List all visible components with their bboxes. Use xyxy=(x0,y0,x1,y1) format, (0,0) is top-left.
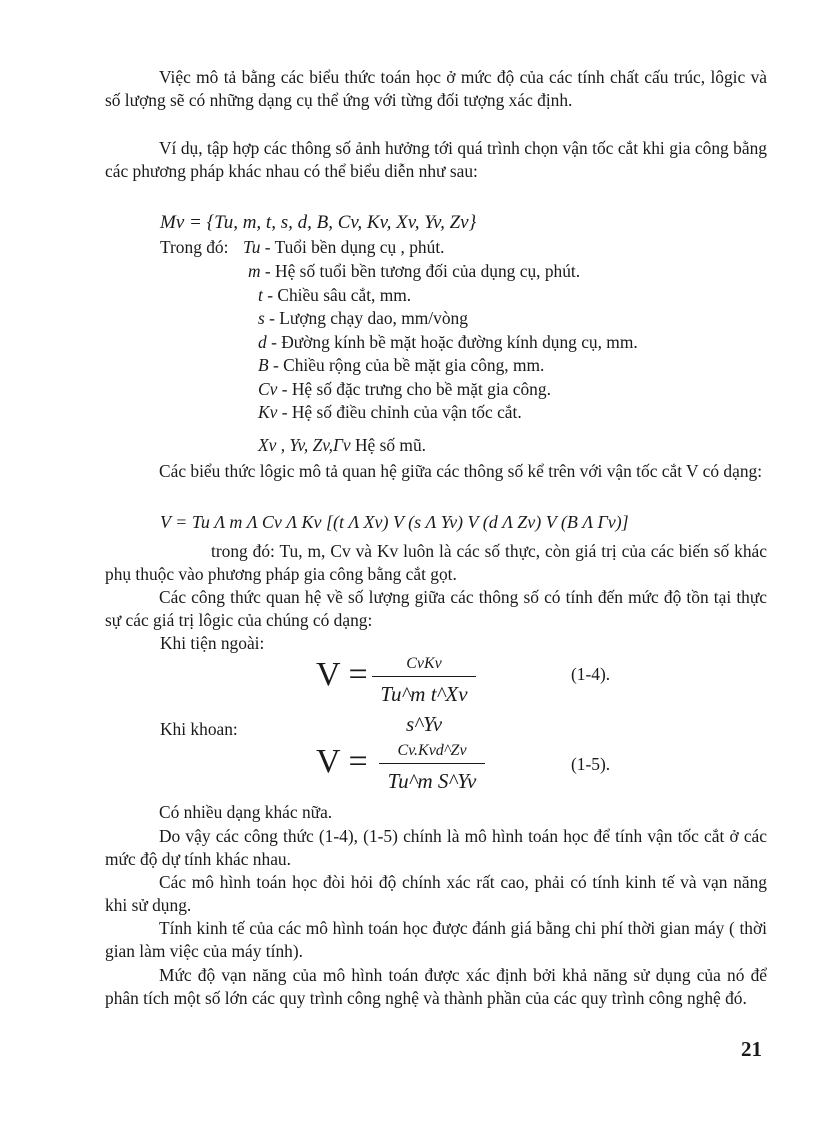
definition-text: - Chiều sâu cắt, mm. xyxy=(267,285,412,305)
definition-text: - Lượng chạy dao, mm/vòng xyxy=(269,308,468,328)
equation-number-1-5: (1-5). xyxy=(571,754,611,774)
equation-number-1-4: (1-4). xyxy=(571,664,611,684)
definition-text: - Hệ số tuổi bền tương đối của dụng cụ, phút. xyxy=(264,261,581,281)
definition-tu xyxy=(243,236,445,259)
paragraph-logic-intro: Các biểu thức lôgic mô tả quan hệ giữa các thông số kể trên với vận tốc cắt V có dạng: xyxy=(159,461,763,481)
definition-symbol: d xyxy=(258,332,267,352)
definition-symbol: Tu xyxy=(243,237,261,257)
definition-text: - Hệ số điều chỉnh của vận tốc cắt. xyxy=(281,402,522,422)
paragraph-accuracy: Các mô hình toán học đòi hỏi độ chính xác rất cao, phải có tính kinh tế và vạn năng khi sử dụng. xyxy=(105,872,767,915)
formula-1-4-numerator: CvKv xyxy=(406,655,442,672)
definition-text: - Chiều rộng của bề mặt gia công, mm. xyxy=(272,355,545,375)
logic-formula: V = Tu Λ m Λ Cv Λ Kv [(t Λ Xv) V (s Λ Yv) V (d Λ Zv) V (B Λ Γv)] xyxy=(160,512,629,532)
set-formula: Mv = {Tu, m, t, s, d, B, Cv, Kv, Xv, Yv, Zv} xyxy=(160,212,477,233)
formula-1-4-denominator: Tu^m t^Xv s^Yv xyxy=(380,682,468,736)
definition-d xyxy=(258,331,638,354)
definition-kv xyxy=(258,401,522,424)
fraction-bar xyxy=(372,676,476,677)
formula-1-4-lhs: V = xyxy=(316,656,368,693)
definition-symbol: m xyxy=(248,261,261,281)
formula-1-5-lhs: V = xyxy=(316,743,368,780)
definition-cv xyxy=(258,378,551,401)
paragraph-models: Do vậy các công thức (1-4), (1-5) chính là mô hình toán học để tính vận tốc cắt ở các mức độ dự tính khác nhau. xyxy=(105,826,767,869)
definition-symbol: B xyxy=(258,355,269,375)
definition-symbol: Kv xyxy=(258,402,278,422)
turning-label: Khi tiện ngoài: xyxy=(160,633,265,653)
definition-symbol: Cv xyxy=(258,379,278,399)
definition-m xyxy=(248,260,580,283)
definitions-heading: Trong đó: xyxy=(160,237,229,257)
paragraph-where: trong đó: Tu, m, Cv và Kv luôn là các số thực, còn giá trị của các biến số khác phụ thuộc vào phương pháp gia công bằng cắt gọt. xyxy=(105,541,767,584)
formula-1-4-fraction xyxy=(372,654,476,739)
formula-1-5-fraction xyxy=(379,741,485,796)
formula-1-5-numerator: Cv.Kvd^Zv xyxy=(397,742,467,759)
paragraph-economy: Tính kinh tế của các mô hình toán học được đánh giá bằng chi phí thời gian máy ( thời gian làm việc của máy tính). xyxy=(105,918,767,961)
definition-text: - Hệ số đặc trưng cho bề mặt gia công. xyxy=(281,379,551,399)
paragraph-quantity: Các công thức quan hệ về số lượng giữa các thông số có tính đến mức độ tồn tại thực sự các giá trị lôgic của chúng có dạng: xyxy=(105,587,767,630)
paragraph-intro: Việc mô tả bằng các biểu thức toán học ở mức độ của các tính chất cấu trúc, lôgic và số lượng sẽ có những dạng cụ thể ứng với từng đối tượng xác định. xyxy=(105,67,767,110)
definition-text: - Tuổi bền dụng cụ , phút. xyxy=(264,237,445,257)
definition-b xyxy=(258,354,544,377)
paragraph-other-forms: Có nhiều dạng khác nữa. xyxy=(159,802,333,822)
definition-symbol: s xyxy=(258,308,265,328)
definition-exponents xyxy=(258,434,426,457)
paragraph-universality: Mức độ vạn năng của mô hình toán được xác định bởi khả năng sử dụng của nó để phân tích một số lớn các quy trình công nghệ và thành phần của các quy trình công nghệ đó. xyxy=(105,965,767,1008)
definition-text: - Đường kính bề mặt hoặc đường kính dụng cụ, mm. xyxy=(271,332,638,352)
drilling-label: Khi khoan: xyxy=(160,719,238,739)
fraction-bar xyxy=(379,763,485,764)
page-number: 21 xyxy=(741,1037,762,1061)
definition-t xyxy=(258,284,411,307)
definition-symbol: Xv , Yv, Zv,Γv xyxy=(258,435,351,455)
definition-symbol: t xyxy=(258,285,263,305)
formula-1-5-denominator: Tu^m S^Yv xyxy=(387,769,477,793)
paragraph-example: Ví dụ, tập hợp các thông số ảnh hưởng tới quá trình chọn vận tốc cắt khi gia công bằng các phương pháp khác nhau có thể biểu diễn như sau: xyxy=(105,138,767,181)
definition-text: Hệ số mũ. xyxy=(355,435,427,455)
definition-s xyxy=(258,307,468,330)
